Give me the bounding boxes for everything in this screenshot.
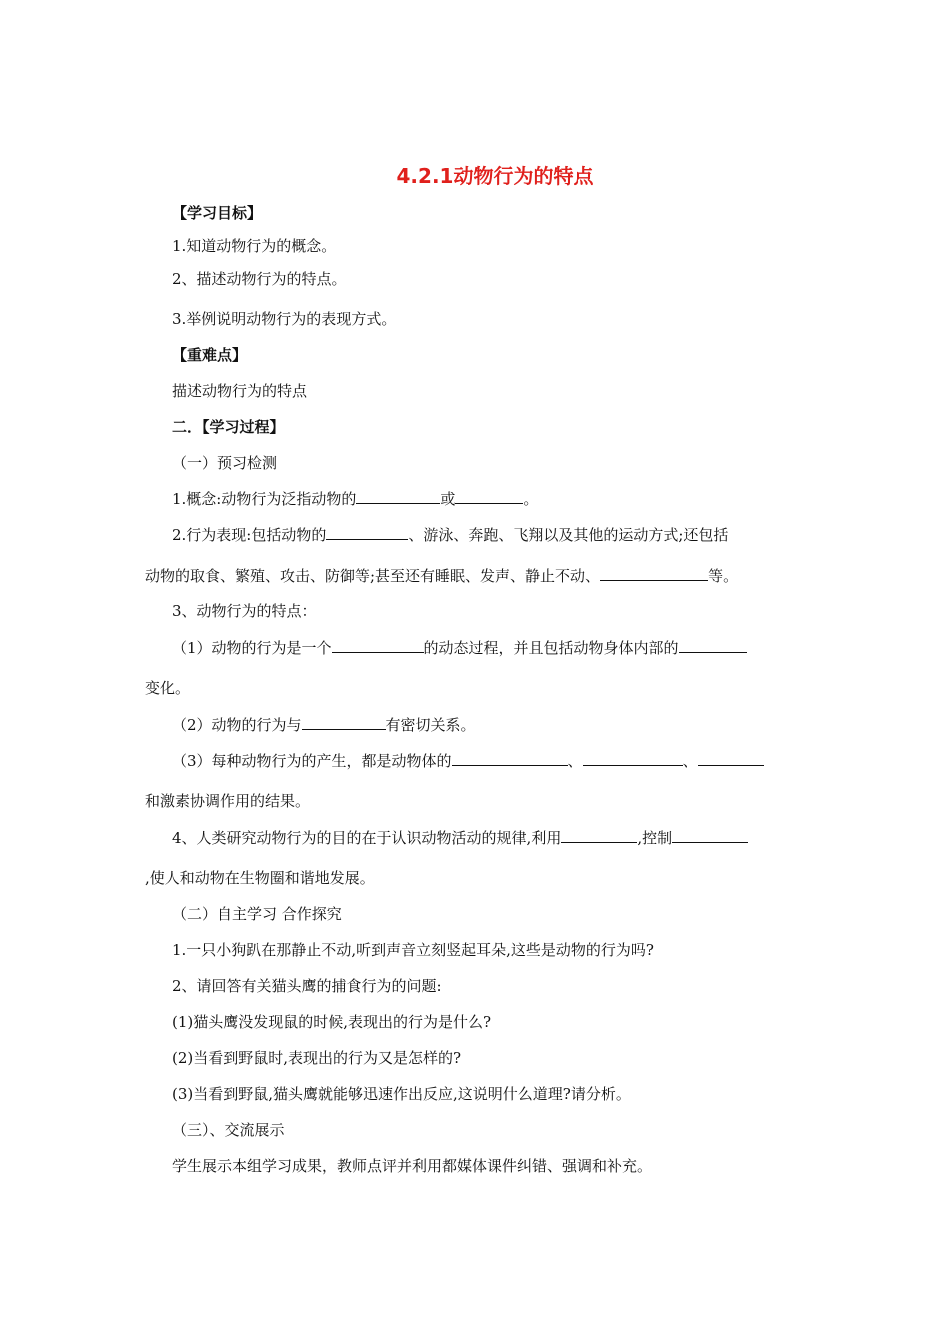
discussion-subquestion: (3)当看到野鼠,猫头鹰就能够迅速作出反应,这说明什么道理?请分析。 (172, 1085, 631, 1103)
question-3-part-1: （1）动物的行为是一个 的动态过程，并且包括动物身体内部的 (172, 637, 747, 658)
answer-blank (452, 750, 568, 766)
discussion-subquestion: (2)当看到野鼠时,表现出的行为又是怎样的? (172, 1049, 462, 1067)
answer-blank (561, 827, 637, 843)
question-1: 1.概念:动物行为泛指动物的 或 。 (172, 490, 539, 508)
answer-blank (600, 565, 708, 581)
answer-blank (332, 637, 424, 653)
answer-blank (356, 488, 440, 504)
section-heading: （一）预习检测 (172, 454, 278, 472)
answer-blank (679, 637, 747, 653)
question-3-part-1-continued: 变化。 (145, 679, 191, 697)
section-text: 学生展示本组学习成果，教师点评并利用都媒体课件纠错、强调和补充。 (172, 1157, 653, 1175)
question-3-part-3: （3）每种动物行为的产生，都是动物体的 、 、 (172, 750, 764, 771)
objective-item: 3.举例说明动物行为的表现方式。 (172, 310, 397, 328)
process-heading: 二．【学习过程】 (172, 418, 285, 436)
answer-blank (302, 714, 386, 730)
answer-blank (672, 827, 748, 843)
question-3-part-2: （2）动物的行为与 有密切关系。 (172, 716, 476, 734)
answer-blank (583, 750, 683, 766)
answer-blank (326, 524, 408, 540)
page-title: 4.2.1动物行为的特点 (396, 164, 594, 188)
question-4-continued: ,使人和动物在生物圈和谐地发展。 (145, 869, 375, 887)
answer-blank (698, 750, 764, 766)
discussion-question: 1.一只小狗趴在那静止不动,听到声音立刻竖起耳朵,这些是动物的行为吗? (172, 941, 654, 959)
answer-blank (455, 488, 523, 504)
question-2-continued: 动物的取食、繁殖、攻击、防御等;甚至还有睡眠、发声、静止不动、 等。 (145, 567, 739, 585)
objective-item: 1.知道动物行为的概念。 (172, 237, 337, 255)
question-3-heading: 3、动物行为的特点： (172, 602, 317, 620)
section-heading: （二）自主学习 合作探究 (172, 905, 342, 923)
question-4: 4、人类研究动物行为的目的在于认识动物活动的规律,利用 ,控制 (172, 827, 748, 848)
section-heading: （三）、交流展示 (172, 1121, 285, 1139)
question-2: 2.行为表现:包括动物的 、游泳、奔跑、飞翔以及其他的运动方式;还包括 (172, 526, 729, 544)
objective-item: 2、描述动物行为的特点。 (172, 270, 347, 288)
objectives-heading: 【学习目标】 (172, 204, 263, 222)
key-points-heading: 【重难点】 (172, 346, 248, 364)
key-points-text: 描述动物行为的特点 (172, 382, 308, 400)
discussion-question: 2、请回答有关猫头鹰的捕食行为的问题: (172, 977, 442, 995)
question-3-part-3-continued: 和激素协调作用的结果。 (145, 792, 311, 810)
discussion-subquestion: (1)猫头鹰没发现鼠的时候,表现出的行为是什么? (172, 1013, 492, 1031)
